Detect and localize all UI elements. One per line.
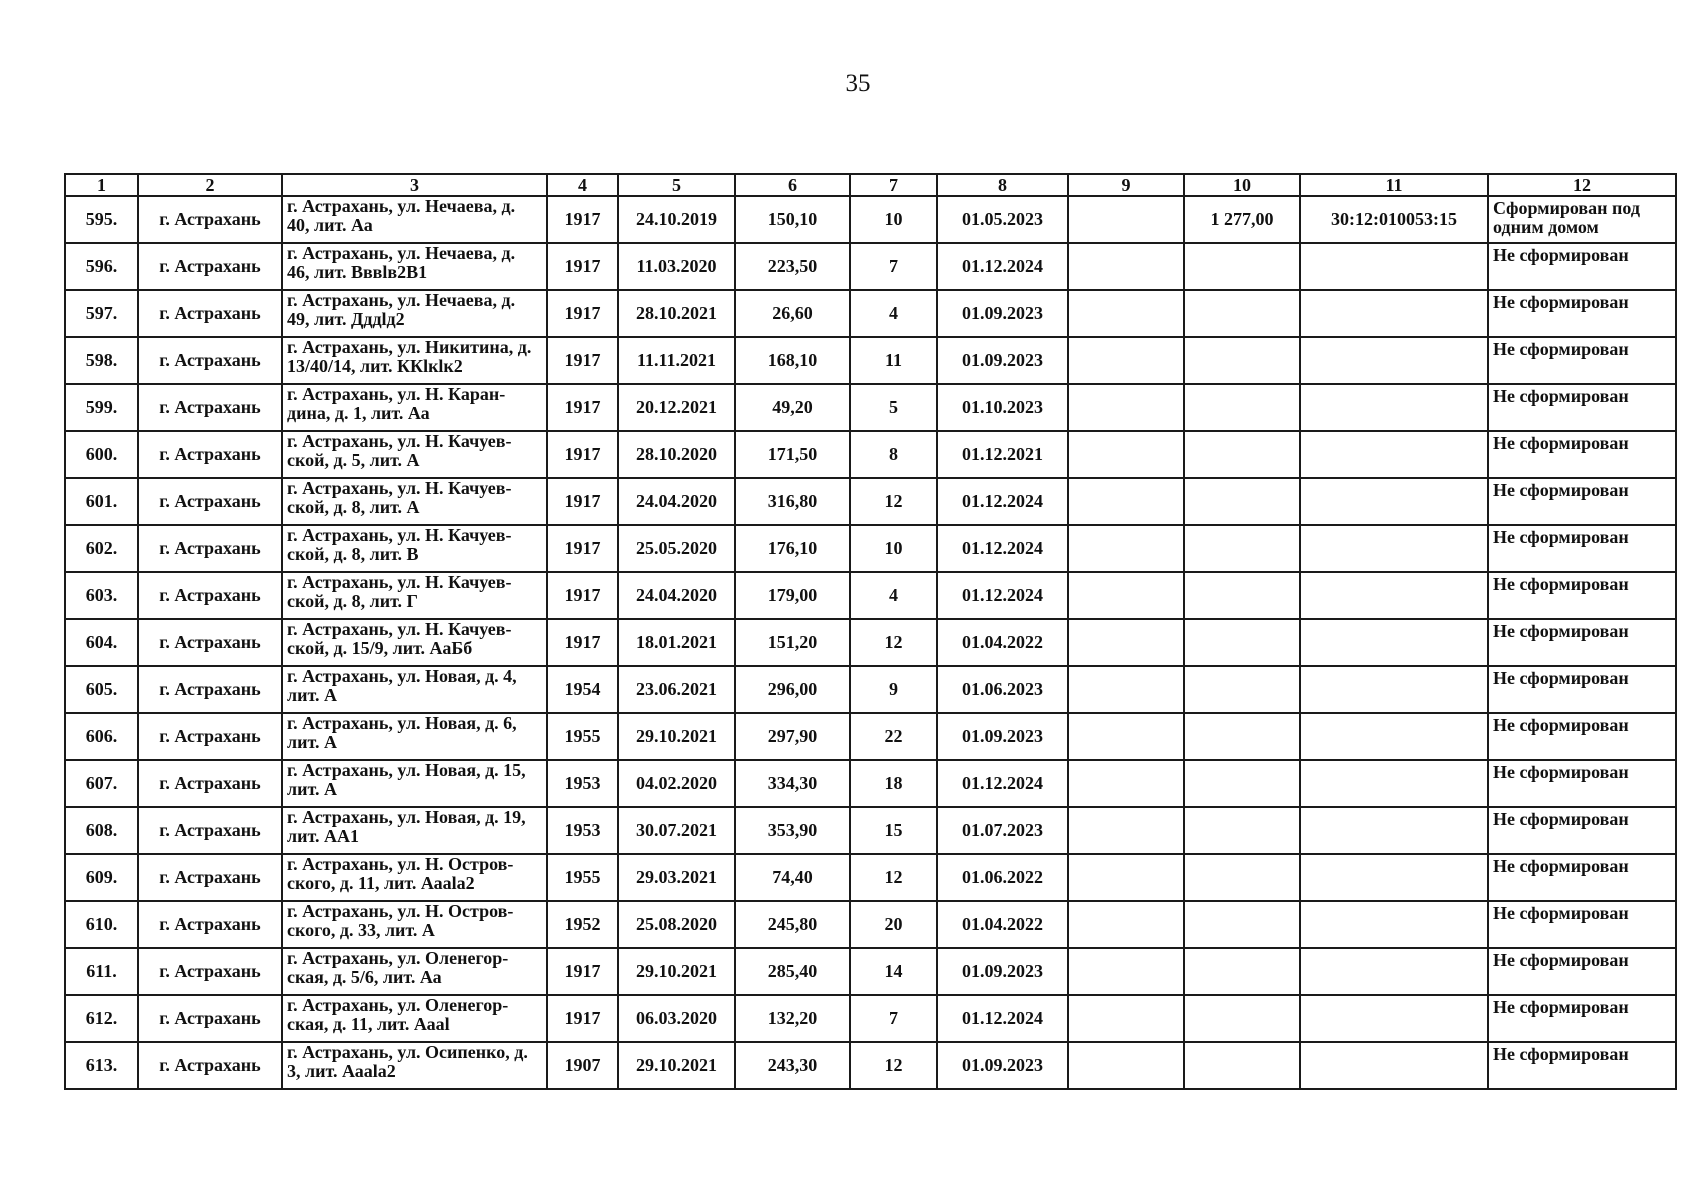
area-cell: 26,60 xyxy=(735,290,850,337)
year-cell: 1953 xyxy=(547,807,618,854)
status-cell: Не сформирован xyxy=(1488,290,1676,337)
row-number-cell: 610. xyxy=(65,901,138,948)
year-cell: 1917 xyxy=(547,431,618,478)
table-row xyxy=(65,431,1676,478)
land-area-cell xyxy=(1184,572,1300,619)
status-cell: Не сформирован xyxy=(1488,948,1676,995)
residents-cell: 10 xyxy=(850,525,937,572)
column-9-cell xyxy=(1068,525,1184,572)
column-header: 10 xyxy=(1184,174,1300,196)
residents-cell: 10 xyxy=(850,196,937,243)
column-header: 12 xyxy=(1488,174,1676,196)
table-row xyxy=(65,290,1676,337)
residents-cell: 4 xyxy=(850,290,937,337)
address-cell: г. Астрахань, ул. Н. Качуев-ской, д. 8, лит. Г xyxy=(282,572,547,619)
column-header: 4 xyxy=(547,174,618,196)
date-cell: 04.02.2020 xyxy=(618,760,735,807)
residents-cell: 14 xyxy=(850,948,937,995)
address-cell: г. Астрахань, ул. Новая, д. 4, лит. А xyxy=(282,666,547,713)
status-cell: Не сформирован xyxy=(1488,572,1676,619)
year-cell: 1917 xyxy=(547,337,618,384)
area-cell: 245,80 xyxy=(735,901,850,948)
city-cell: г. Астрахань xyxy=(138,854,282,901)
residents-cell: 4 xyxy=(850,572,937,619)
residents-cell: 7 xyxy=(850,995,937,1042)
column-9-cell xyxy=(1068,196,1184,243)
year-cell: 1917 xyxy=(547,384,618,431)
area-cell: 296,00 xyxy=(735,666,850,713)
status-cell: Не сформирован xyxy=(1488,713,1676,760)
column-9-cell xyxy=(1068,713,1184,760)
row-number-cell: 609. xyxy=(65,854,138,901)
row-number-cell: 607. xyxy=(65,760,138,807)
column-9-cell xyxy=(1068,1042,1184,1089)
row-number-cell: 612. xyxy=(65,995,138,1042)
city-cell: г. Астрахань xyxy=(138,948,282,995)
row-number-cell: 608. xyxy=(65,807,138,854)
row-number-cell: 603. xyxy=(65,572,138,619)
deadline-cell: 01.04.2022 xyxy=(937,901,1068,948)
row-number-cell: 600. xyxy=(65,431,138,478)
table-row xyxy=(65,713,1676,760)
cadastral-number-cell xyxy=(1300,572,1488,619)
area-cell: 223,50 xyxy=(735,243,850,290)
city-cell: г. Астрахань xyxy=(138,901,282,948)
deadline-cell: 01.09.2023 xyxy=(937,948,1068,995)
row-number-cell: 606. xyxy=(65,713,138,760)
address-cell: г. Астрахань, ул. Оленегор-ская, д. 11, лит. Аааl xyxy=(282,995,547,1042)
address-cell: г. Астрахань, ул. Н. Качуев-ской, д. 8, лит. А xyxy=(282,478,547,525)
date-cell: 28.10.2021 xyxy=(618,290,735,337)
land-area-cell xyxy=(1184,713,1300,760)
city-cell: г. Астрахань xyxy=(138,572,282,619)
table-row xyxy=(65,337,1676,384)
cadastral-number-cell xyxy=(1300,337,1488,384)
column-9-cell xyxy=(1068,572,1184,619)
table-row xyxy=(65,619,1676,666)
cadastral-number-cell xyxy=(1300,384,1488,431)
deadline-cell: 01.09.2023 xyxy=(937,290,1068,337)
cadastral-number-cell xyxy=(1300,713,1488,760)
address-cell: г. Астрахань, ул. Н. Каран-дина, д. 1, лит. Аа xyxy=(282,384,547,431)
year-cell: 1907 xyxy=(547,1042,618,1089)
status-cell: Не сформирован xyxy=(1488,337,1676,384)
deadline-cell: 01.09.2023 xyxy=(937,1042,1068,1089)
cadastral-number-cell xyxy=(1300,243,1488,290)
residents-cell: 8 xyxy=(850,431,937,478)
table-row xyxy=(65,901,1676,948)
residents-cell: 12 xyxy=(850,854,937,901)
deadline-cell: 01.06.2022 xyxy=(937,854,1068,901)
deadline-cell: 01.12.2024 xyxy=(937,525,1068,572)
table-header xyxy=(65,174,1676,196)
land-area-cell xyxy=(1184,901,1300,948)
city-cell: г. Астрахань xyxy=(138,525,282,572)
city-cell: г. Астрахань xyxy=(138,290,282,337)
residents-cell: 12 xyxy=(850,478,937,525)
table-row xyxy=(65,995,1676,1042)
residents-cell: 18 xyxy=(850,760,937,807)
year-cell: 1917 xyxy=(547,243,618,290)
date-cell: 24.10.2019 xyxy=(618,196,735,243)
deadline-cell: 01.12.2021 xyxy=(937,431,1068,478)
address-cell: г. Астрахань, ул. Нечаева, д. 40, лит. Аа xyxy=(282,196,547,243)
land-area-cell xyxy=(1184,384,1300,431)
column-9-cell xyxy=(1068,666,1184,713)
land-area-cell xyxy=(1184,290,1300,337)
cadastral-number-cell xyxy=(1300,666,1488,713)
deadline-cell: 01.07.2023 xyxy=(937,807,1068,854)
column-header: 9 xyxy=(1068,174,1184,196)
year-cell: 1953 xyxy=(547,760,618,807)
status-cell: Не сформирован xyxy=(1488,431,1676,478)
column-9-cell xyxy=(1068,948,1184,995)
year-cell: 1917 xyxy=(547,525,618,572)
row-number-cell: 598. xyxy=(65,337,138,384)
status-cell: Сформирован под одним домом xyxy=(1488,196,1676,243)
deadline-cell: 01.05.2023 xyxy=(937,196,1068,243)
city-cell: г. Астрахань xyxy=(138,995,282,1042)
column-9-cell xyxy=(1068,807,1184,854)
deadline-cell: 01.04.2022 xyxy=(937,619,1068,666)
city-cell: г. Астрахань xyxy=(138,666,282,713)
residents-cell: 5 xyxy=(850,384,937,431)
area-cell: 285,40 xyxy=(735,948,850,995)
cadastral-number-cell xyxy=(1300,478,1488,525)
status-cell: Не сформирован xyxy=(1488,666,1676,713)
land-area-cell xyxy=(1184,760,1300,807)
city-cell: г. Астрахань xyxy=(138,760,282,807)
area-cell: 74,40 xyxy=(735,854,850,901)
date-cell: 18.01.2021 xyxy=(618,619,735,666)
address-cell: г. Астрахань, ул. Новая, д. 6, лит. А xyxy=(282,713,547,760)
cadastral-number-cell xyxy=(1300,290,1488,337)
status-cell: Не сформирован xyxy=(1488,854,1676,901)
area-cell: 151,20 xyxy=(735,619,850,666)
housing-table xyxy=(64,173,1677,1090)
city-cell: г. Астрахань xyxy=(138,431,282,478)
area-cell: 168,10 xyxy=(735,337,850,384)
deadline-cell: 01.12.2024 xyxy=(937,760,1068,807)
year-cell: 1917 xyxy=(547,290,618,337)
area-cell: 49,20 xyxy=(735,384,850,431)
area-cell: 353,90 xyxy=(735,807,850,854)
column-9-cell xyxy=(1068,995,1184,1042)
land-area-cell xyxy=(1184,431,1300,478)
column-9-cell xyxy=(1068,901,1184,948)
land-area-cell xyxy=(1184,807,1300,854)
column-header: 3 xyxy=(282,174,547,196)
status-cell: Не сформирован xyxy=(1488,1042,1676,1089)
status-cell: Не сформирован xyxy=(1488,807,1676,854)
date-cell: 11.03.2020 xyxy=(618,243,735,290)
deadline-cell: 01.12.2024 xyxy=(937,243,1068,290)
city-cell: г. Астрахань xyxy=(138,713,282,760)
area-cell: 243,30 xyxy=(735,1042,850,1089)
status-cell: Не сформирован xyxy=(1488,525,1676,572)
address-cell: г. Астрахань, ул. Н. Качуев-ской, д. 8, лит. В xyxy=(282,525,547,572)
date-cell: 29.10.2021 xyxy=(618,713,735,760)
table-row xyxy=(65,666,1676,713)
land-area-cell xyxy=(1184,948,1300,995)
land-area-cell: 1 277,00 xyxy=(1184,196,1300,243)
table-body xyxy=(65,196,1676,1089)
row-number-cell: 602. xyxy=(65,525,138,572)
area-cell: 334,30 xyxy=(735,760,850,807)
land-area-cell xyxy=(1184,1042,1300,1089)
row-number-cell: 595. xyxy=(65,196,138,243)
year-cell: 1955 xyxy=(547,854,618,901)
status-cell: Не сформирован xyxy=(1488,995,1676,1042)
address-cell: г. Астрахань, ул. Осипенко, д. 3, лит. Аааlа2 xyxy=(282,1042,547,1089)
city-cell: г. Астрахань xyxy=(138,337,282,384)
date-cell: 11.11.2021 xyxy=(618,337,735,384)
land-area-cell xyxy=(1184,995,1300,1042)
date-cell: 25.05.2020 xyxy=(618,525,735,572)
date-cell: 24.04.2020 xyxy=(618,572,735,619)
address-cell: г. Астрахань, ул. Н. Остров-ского, д. 33, лит. А xyxy=(282,901,547,948)
residents-cell: 22 xyxy=(850,713,937,760)
address-cell: г. Астрахань, ул. Нечаева, д. 46, лит. Вввlв2В1 xyxy=(282,243,547,290)
date-cell: 30.07.2021 xyxy=(618,807,735,854)
cadastral-number-cell xyxy=(1300,431,1488,478)
deadline-cell: 01.12.2024 xyxy=(937,478,1068,525)
year-cell: 1917 xyxy=(547,948,618,995)
status-cell: Не сформирован xyxy=(1488,619,1676,666)
column-9-cell xyxy=(1068,619,1184,666)
land-area-cell xyxy=(1184,337,1300,384)
address-cell: г. Астрахань, ул. Оленегор-ская, д. 5/6, лит. Аа xyxy=(282,948,547,995)
date-cell: 06.03.2020 xyxy=(618,995,735,1042)
page-number: 35 xyxy=(845,70,871,97)
land-area-cell xyxy=(1184,478,1300,525)
row-number-cell: 605. xyxy=(65,666,138,713)
cadastral-number-cell: 30:12:010053:15 xyxy=(1300,196,1488,243)
table-row xyxy=(65,525,1676,572)
area-cell: 171,50 xyxy=(735,431,850,478)
area-cell: 297,90 xyxy=(735,713,850,760)
area-cell: 176,10 xyxy=(735,525,850,572)
table-row xyxy=(65,384,1676,431)
residents-cell: 15 xyxy=(850,807,937,854)
residents-cell: 9 xyxy=(850,666,937,713)
column-header: 6 xyxy=(735,174,850,196)
address-cell: г. Астрахань, ул. Новая, д. 19, лит. АА1 xyxy=(282,807,547,854)
address-cell: г. Астрахань, ул. Нечаева, д. 49, лит. Дддlд2 xyxy=(282,290,547,337)
header-row xyxy=(65,174,1676,196)
date-cell: 29.10.2021 xyxy=(618,1042,735,1089)
city-cell: г. Астрахань xyxy=(138,478,282,525)
row-number-cell: 596. xyxy=(65,243,138,290)
date-cell: 25.08.2020 xyxy=(618,901,735,948)
deadline-cell: 01.09.2023 xyxy=(937,337,1068,384)
year-cell: 1917 xyxy=(547,478,618,525)
address-cell: г. Астрахань, ул. Никитина, д. 13/40/14, лит. ККlкlк2 xyxy=(282,337,547,384)
cadastral-number-cell xyxy=(1300,854,1488,901)
cadastral-number-cell xyxy=(1300,1042,1488,1089)
residents-cell: 7 xyxy=(850,243,937,290)
address-cell: г. Астрахань, ул. Н. Качуев-ской, д. 15/9, лит. АаБб xyxy=(282,619,547,666)
column-header: 7 xyxy=(850,174,937,196)
land-area-cell xyxy=(1184,666,1300,713)
cadastral-number-cell xyxy=(1300,619,1488,666)
city-cell: г. Астрахань xyxy=(138,243,282,290)
year-cell: 1955 xyxy=(547,713,618,760)
row-number-cell: 613. xyxy=(65,1042,138,1089)
year-cell: 1954 xyxy=(547,666,618,713)
table-row xyxy=(65,854,1676,901)
table-row xyxy=(65,807,1676,854)
column-9-cell xyxy=(1068,478,1184,525)
city-cell: г. Астрахань xyxy=(138,807,282,854)
status-cell: Не сформирован xyxy=(1488,243,1676,290)
year-cell: 1952 xyxy=(547,901,618,948)
year-cell: 1917 xyxy=(547,995,618,1042)
column-header: 8 xyxy=(937,174,1068,196)
date-cell: 29.10.2021 xyxy=(618,948,735,995)
row-number-cell: 597. xyxy=(65,290,138,337)
column-9-cell xyxy=(1068,337,1184,384)
area-cell: 132,20 xyxy=(735,995,850,1042)
deadline-cell: 01.12.2024 xyxy=(937,572,1068,619)
column-header: 1 xyxy=(65,174,138,196)
cadastral-number-cell xyxy=(1300,807,1488,854)
column-header: 5 xyxy=(618,174,735,196)
table-row xyxy=(65,243,1676,290)
status-cell: Не сформирован xyxy=(1488,760,1676,807)
row-number-cell: 599. xyxy=(65,384,138,431)
status-cell: Не сформирован xyxy=(1488,478,1676,525)
land-area-cell xyxy=(1184,619,1300,666)
date-cell: 29.03.2021 xyxy=(618,854,735,901)
date-cell: 24.04.2020 xyxy=(618,478,735,525)
table-row xyxy=(65,478,1676,525)
table-row xyxy=(65,196,1676,243)
land-area-cell xyxy=(1184,854,1300,901)
area-cell: 179,00 xyxy=(735,572,850,619)
city-cell: г. Астрахань xyxy=(138,619,282,666)
address-cell: г. Астрахань, ул. Новая, д. 15, лит. А xyxy=(282,760,547,807)
year-cell: 1917 xyxy=(547,619,618,666)
address-cell: г. Астрахань, ул. Н. Остров-ского, д. 11, лит. Аааlа2 xyxy=(282,854,547,901)
deadline-cell: 01.10.2023 xyxy=(937,384,1068,431)
residents-cell: 11 xyxy=(850,337,937,384)
land-area-cell xyxy=(1184,525,1300,572)
row-number-cell: 604. xyxy=(65,619,138,666)
column-header: 2 xyxy=(138,174,282,196)
cadastral-number-cell xyxy=(1300,995,1488,1042)
residents-cell: 12 xyxy=(850,619,937,666)
table-row xyxy=(65,1042,1676,1089)
cadastral-number-cell xyxy=(1300,525,1488,572)
city-cell: г. Астрахань xyxy=(138,1042,282,1089)
cadastral-number-cell xyxy=(1300,948,1488,995)
land-area-cell xyxy=(1184,243,1300,290)
date-cell: 28.10.2020 xyxy=(618,431,735,478)
status-cell: Не сформирован xyxy=(1488,384,1676,431)
area-cell: 150,10 xyxy=(735,196,850,243)
city-cell: г. Астрахань xyxy=(138,384,282,431)
column-9-cell xyxy=(1068,854,1184,901)
row-number-cell: 601. xyxy=(65,478,138,525)
residents-cell: 12 xyxy=(850,1042,937,1089)
area-cell: 316,80 xyxy=(735,478,850,525)
column-9-cell xyxy=(1068,290,1184,337)
city-cell: г. Астрахань xyxy=(138,196,282,243)
deadline-cell: 01.12.2024 xyxy=(937,995,1068,1042)
deadline-cell: 01.09.2023 xyxy=(937,713,1068,760)
column-9-cell xyxy=(1068,431,1184,478)
cadastral-number-cell xyxy=(1300,901,1488,948)
deadline-cell: 01.06.2023 xyxy=(937,666,1068,713)
date-cell: 20.12.2021 xyxy=(618,384,735,431)
status-cell: Не сформирован xyxy=(1488,901,1676,948)
table-row xyxy=(65,572,1676,619)
cadastral-number-cell xyxy=(1300,760,1488,807)
address-cell: г. Астрахань, ул. Н. Качуев-ской, д. 5, лит. А xyxy=(282,431,547,478)
column-9-cell xyxy=(1068,760,1184,807)
column-9-cell xyxy=(1068,243,1184,290)
table-row xyxy=(65,760,1676,807)
year-cell: 1917 xyxy=(547,572,618,619)
column-header: 11 xyxy=(1300,174,1488,196)
year-cell: 1917 xyxy=(547,196,618,243)
row-number-cell: 611. xyxy=(65,948,138,995)
date-cell: 23.06.2021 xyxy=(618,666,735,713)
residents-cell: 20 xyxy=(850,901,937,948)
column-9-cell xyxy=(1068,384,1184,431)
table-row xyxy=(65,948,1676,995)
